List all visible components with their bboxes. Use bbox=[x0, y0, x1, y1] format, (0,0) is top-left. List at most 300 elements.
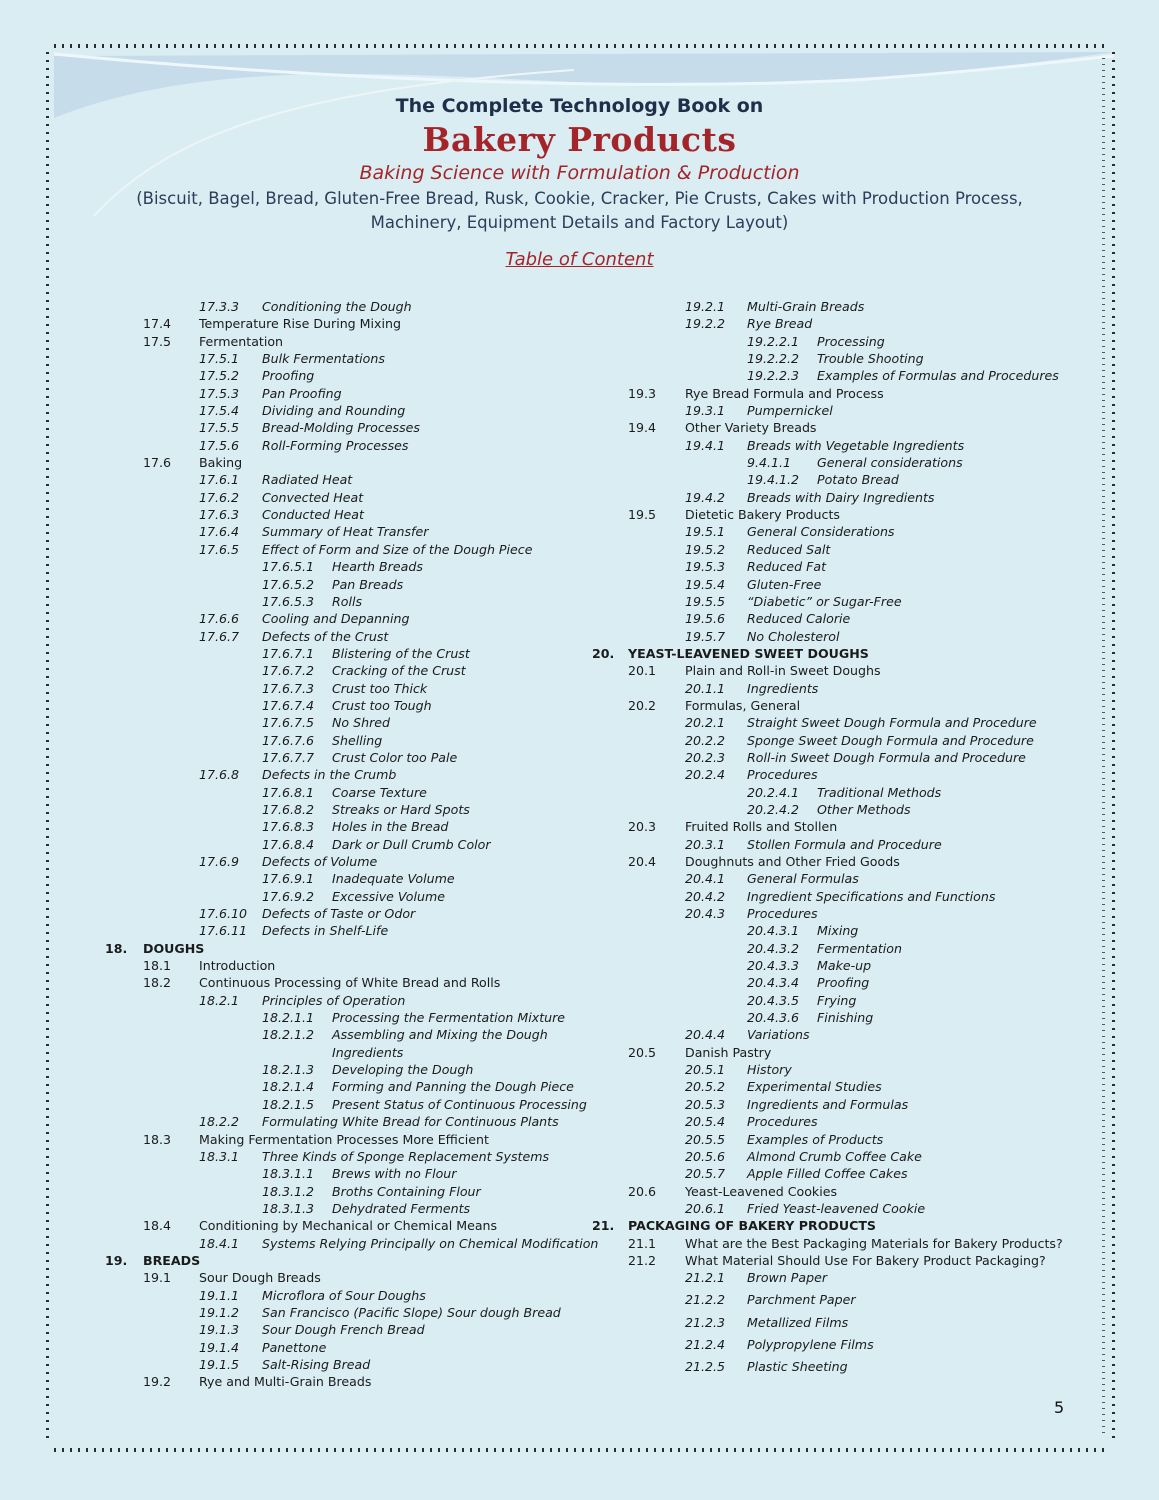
toc-entry-number: 18.3 bbox=[143, 1131, 172, 1147]
toc-entry-title: Metallized Films bbox=[747, 1314, 849, 1330]
toc-entry-number: 17.6.8.4 bbox=[262, 836, 315, 852]
toc-entry-title: No Shred bbox=[332, 715, 391, 731]
toc-entry bbox=[105, 957, 585, 974]
toc-entry bbox=[592, 801, 1062, 818]
toc-entry-title: PACKAGING OF BAKERY PRODUCTS bbox=[628, 1218, 876, 1234]
toc-entry-number: 20.4.3.6 bbox=[747, 1010, 800, 1026]
toc-entry-number: 21.2.5 bbox=[685, 1359, 726, 1374]
toc-entry-number: 19.2.2.1 bbox=[747, 333, 800, 349]
toc-entry bbox=[592, 870, 1062, 887]
toc-entry bbox=[592, 367, 1062, 384]
toc-entry-number: 17.6.7.6 bbox=[262, 732, 315, 748]
toc-entry-title: Defects of Taste or Odor bbox=[262, 906, 416, 922]
toc-entry-number: 20.4.3.2 bbox=[747, 940, 800, 956]
toc-entry-number: 21.2.4 bbox=[685, 1336, 726, 1352]
toc-entry bbox=[105, 1061, 585, 1078]
toc-entry bbox=[105, 1235, 599, 1252]
toc-entry bbox=[592, 905, 1062, 922]
toc-entry bbox=[105, 1165, 585, 1182]
toc-entry-number: 19.1.3 bbox=[199, 1322, 240, 1338]
toc-entry-title: Coarse Texture bbox=[332, 784, 427, 800]
toc-entry bbox=[592, 1336, 1062, 1358]
toc-entry-title: Holes in the Bread bbox=[332, 819, 449, 835]
toc-entry bbox=[592, 1269, 1062, 1291]
toc-entry-title: Dehydrated Ferments bbox=[332, 1200, 471, 1216]
toc-entry-title: Present Status of Continuous Processing bbox=[332, 1096, 587, 1112]
toc-entry-title: Systems Relying Principally on Chemical Modification bbox=[262, 1235, 599, 1251]
toc-entry-number: 19.3 bbox=[628, 385, 657, 401]
toc-entry-title: Reduced Salt bbox=[747, 541, 831, 557]
toc-entry bbox=[592, 662, 1062, 679]
toc-entry-number: 17.3.3 bbox=[199, 299, 240, 314]
toc-entry-number: 18.2.1 bbox=[199, 992, 240, 1008]
toc-entry-number: 21.2.3 bbox=[685, 1314, 726, 1330]
toc-entry bbox=[105, 1252, 585, 1269]
toc-entry-number: 18.2.2 bbox=[199, 1114, 240, 1130]
toc-entry bbox=[592, 1044, 1062, 1061]
toc-entry-title: Roll-in Sweet Dough Formula and Procedure bbox=[747, 749, 1026, 765]
toc-entry-title: Mixing bbox=[817, 923, 859, 939]
toc-entry-title: Convected Heat bbox=[262, 489, 364, 505]
toc-entry bbox=[592, 541, 1062, 558]
toc-entry-number: 21.2.1 bbox=[685, 1270, 726, 1286]
toc-entry-title: Introduction bbox=[199, 958, 276, 974]
toc-entry-number: 20.5 bbox=[628, 1044, 657, 1060]
toc-entry-title: Other Methods bbox=[817, 801, 911, 817]
toc-entry-number: 17.6.7.1 bbox=[262, 645, 315, 661]
toc-entry-number: 19.1 bbox=[143, 1270, 172, 1286]
toc-entry bbox=[592, 593, 1062, 610]
toc-entry-number: 20.2.4.1 bbox=[747, 784, 800, 800]
toc-entry-title: Almond Crumb Coffee Cake bbox=[747, 1148, 922, 1164]
toc-entry-number: 19.2.2.3 bbox=[747, 368, 800, 384]
toc-entry-title: Conducted Heat bbox=[262, 507, 364, 523]
toc-entry-title: Gluten-Free bbox=[747, 576, 822, 592]
toc-entry bbox=[592, 992, 1062, 1009]
toc-entry-number: 19.1.2 bbox=[199, 1304, 240, 1320]
toc-entry-number: 17.6.7.2 bbox=[262, 663, 315, 679]
toc-entry-number: 18.4 bbox=[143, 1218, 172, 1234]
toc-entry-number: 17.6.8 bbox=[199, 767, 240, 783]
toc-entry bbox=[592, 402, 1062, 419]
toc-entry bbox=[592, 888, 1062, 905]
toc-entry bbox=[105, 888, 585, 905]
toc-entry bbox=[105, 558, 585, 575]
toc-entry-title: Apple Filled Coffee Cakes bbox=[747, 1166, 908, 1182]
toc-entry-number: 20.4.3.3 bbox=[747, 958, 800, 974]
toc-entry-number: 18.3.1.3 bbox=[262, 1200, 315, 1216]
toc-entry-number: 20.4.2 bbox=[685, 888, 726, 904]
toc-entry-title: Baking bbox=[199, 455, 243, 471]
toc-entry-title: Sponge Sweet Dough Formula and Procedure bbox=[747, 732, 1034, 748]
toc-entry-title: Stollen Formula and Procedure bbox=[747, 836, 942, 852]
toc-entry-title: Crust too Tough bbox=[332, 697, 432, 713]
toc-entry-number: 19.4.1.2 bbox=[747, 472, 800, 488]
toc-entry-title: Procedures bbox=[747, 906, 818, 922]
toc-entry bbox=[105, 1373, 585, 1390]
toc-entry-number: 9.4.1.1 bbox=[747, 455, 792, 471]
toc-entry-number: 20.5.1 bbox=[685, 1062, 726, 1078]
toc-entry-number: 20.4.1 bbox=[685, 871, 726, 887]
toc-entry-title: Rye and Multi-Grain Breads bbox=[199, 1374, 372, 1390]
toc-entry-title: YEAST-LEAVENED SWEET DOUGHS bbox=[628, 645, 869, 661]
toc-entry-title: Examples of Products bbox=[747, 1131, 884, 1147]
toc-entry-title: Dividing and Rounding bbox=[262, 403, 406, 419]
toc-entry bbox=[105, 489, 585, 506]
toc-entry-number: 17.5 bbox=[143, 333, 172, 349]
toc-entry-title: Conditioning the Dough bbox=[262, 299, 412, 314]
toc-entry bbox=[592, 697, 1062, 714]
toc-entry-title: Rolls bbox=[332, 593, 363, 609]
toc-entry-number: 17.6.10 bbox=[199, 906, 248, 922]
toc-entry bbox=[592, 732, 1062, 749]
toc-entry-title: Procedures bbox=[747, 1114, 818, 1130]
toc-entry-title: Radiated Heat bbox=[262, 472, 353, 488]
toc-entry-number: 17.6.5.2 bbox=[262, 576, 315, 592]
toc-entry-title: Finishing bbox=[817, 1010, 874, 1026]
toc-entry-title: Variations bbox=[747, 1027, 810, 1043]
toc-entry-title: Proofing bbox=[262, 368, 315, 384]
toc-entry-title: Proofing bbox=[817, 975, 870, 991]
toc-entry-number: 17.6.9.2 bbox=[262, 888, 315, 904]
toc-entry-number: 21.1 bbox=[628, 1235, 657, 1251]
toc-entry bbox=[105, 1339, 585, 1356]
book-subtitle: Baking Science with Formulation & Production bbox=[359, 162, 800, 184]
toc-entry bbox=[105, 1096, 585, 1113]
toc-entry bbox=[592, 957, 1062, 974]
toc-entry-number: 18. bbox=[105, 940, 128, 956]
toc-entry-title: Sour Dough French Bread bbox=[262, 1322, 425, 1338]
toc-entry-number: 18.3.1.1 bbox=[262, 1166, 315, 1182]
toc-entry bbox=[105, 437, 585, 454]
toc-entry-title: Brown Paper bbox=[747, 1270, 828, 1286]
toc-entry bbox=[105, 662, 585, 679]
toc-entry-number: 20.2.2 bbox=[685, 732, 726, 748]
toc-entry-title: Formulating White Bread for Continuous Plants bbox=[262, 1114, 559, 1130]
toc-entry-title: Ingredient Specifications and Functions bbox=[747, 888, 996, 904]
toc-entry-title: Examples of Formulas and Procedures bbox=[817, 368, 1059, 384]
book-supertitle: The Complete Technology Book on bbox=[395, 95, 764, 117]
toc-entry-title: Fruited Rolls and Stollen bbox=[685, 819, 838, 835]
dotted-frame-bottom bbox=[54, 1448, 1107, 1452]
toc-entry-number: 20.5.2 bbox=[685, 1079, 726, 1095]
toc-entry-number: 17.5.1 bbox=[199, 351, 240, 367]
toc-entry-title: Sour Dough Breads bbox=[199, 1270, 321, 1286]
toc-entry-title: Ingredients and Formulas bbox=[747, 1096, 909, 1112]
toc-entry-title: Plastic Sheeting bbox=[747, 1359, 848, 1374]
toc-entry bbox=[592, 1235, 1062, 1252]
toc-entry bbox=[105, 419, 585, 436]
toc-entry bbox=[592, 506, 1062, 523]
toc-entry-number: 18.3.1 bbox=[199, 1148, 240, 1164]
toc-entry-title: Procedures bbox=[747, 767, 818, 783]
toc-entry bbox=[105, 992, 585, 1009]
toc-entry-number: 19.4 bbox=[628, 420, 657, 436]
toc-entry-title: Broths Containing Flour bbox=[332, 1183, 481, 1199]
toc-entry-title: Fermentation bbox=[199, 333, 284, 349]
toc-entry-title: Pumpernickel bbox=[747, 403, 833, 419]
toc-entry-number: 21.2.2 bbox=[685, 1292, 726, 1308]
toc-entry-title: Three Kinds of Sponge Replacement Systems bbox=[262, 1148, 550, 1164]
toc-entry bbox=[592, 714, 1062, 731]
toc-entry-title: Bulk Fermentations bbox=[262, 351, 385, 367]
toc-entry-title: Yeast-Leavened Cookies bbox=[685, 1183, 838, 1199]
toc-entry-number: 17.6.4 bbox=[199, 524, 240, 540]
toc-entry-number: 20.5.4 bbox=[685, 1114, 726, 1130]
toc-entry bbox=[105, 610, 585, 627]
book-description: (Biscuit, Bagel, Bread, Gluten-Free Bread, Rusk, Cookie, Cracker, Pie Crusts, Cakes with Production Process, Machinery, Equipment Details and Factory Layout) bbox=[136, 189, 1023, 232]
toc-entry-title: Crust Color too Pale bbox=[332, 749, 458, 765]
toc-right-column bbox=[592, 298, 1062, 1380]
toc-entry-number: 20.2.1 bbox=[685, 715, 726, 731]
toc-entry-title: Processing bbox=[817, 333, 885, 349]
toc-entry bbox=[105, 628, 585, 645]
toc-entry-number: 17.5.2 bbox=[199, 368, 240, 384]
toc-entry bbox=[592, 628, 1062, 645]
toc-entry-title: Breads with Vegetable Ingredients bbox=[747, 437, 965, 453]
toc-entry-number: 18.2.1.3 bbox=[262, 1062, 315, 1078]
toc-entry-number: 17.5.6 bbox=[199, 437, 240, 453]
toc-entry-title: DOUGHS bbox=[143, 940, 205, 956]
toc-entry bbox=[105, 298, 585, 315]
toc-entry bbox=[592, 523, 1062, 540]
toc-entry-number: 18.2 bbox=[143, 975, 172, 991]
toc-entry-number: 20.5.5 bbox=[685, 1131, 726, 1147]
toc-entry-title: Microflora of Sour Doughs bbox=[262, 1287, 426, 1303]
toc-entry bbox=[592, 749, 1062, 766]
toc-entry-number: 19.5.1 bbox=[685, 524, 726, 540]
toc-entry-title: San Francisco (Pacific Slope) Sour dough Bread bbox=[262, 1304, 561, 1320]
toc-entry-title: Defects of the Crust bbox=[262, 628, 389, 644]
toc-entry-title: Continuous Processing of White Bread and Rolls bbox=[199, 975, 501, 991]
toc-entry-title: Parchment Paper bbox=[747, 1292, 856, 1308]
toc-entry-number: 20.1 bbox=[628, 663, 657, 679]
toc-entry bbox=[105, 333, 585, 350]
toc-entry bbox=[105, 1287, 585, 1304]
toc-entry bbox=[105, 836, 585, 853]
toc-entry bbox=[105, 922, 585, 939]
toc-entry-number: 17.6.6 bbox=[199, 611, 240, 627]
toc-entry bbox=[592, 836, 1062, 853]
toc-entry-title: Principles of Operation bbox=[262, 992, 406, 1008]
toc-entry-number: 19.2.2 bbox=[685, 316, 726, 332]
toc-entry bbox=[105, 367, 585, 384]
toc-entry bbox=[105, 1148, 585, 1165]
toc-entry bbox=[105, 1009, 585, 1026]
toc-entry bbox=[592, 1252, 1062, 1269]
toc-entry bbox=[592, 1314, 1062, 1336]
toc-entry bbox=[105, 593, 585, 610]
toc-entry-title: Streaks or Hard Spots bbox=[332, 801, 470, 817]
toc-entry bbox=[105, 1200, 585, 1217]
toc-entry-number: 19.5.7 bbox=[685, 628, 726, 644]
toc-entry-title: Cooling and Depanning bbox=[262, 611, 410, 627]
toc-entry bbox=[105, 818, 585, 835]
toc-entry-title: Ingredients bbox=[747, 680, 819, 696]
toc-entry-number: 19.5.3 bbox=[685, 559, 726, 575]
toc-entry-number: 18.2.1.2 bbox=[262, 1027, 315, 1043]
toc-entry-number: 19.5.4 bbox=[685, 576, 726, 592]
toc-entry-number: 17.6.7.3 bbox=[262, 680, 315, 696]
toc-entry-number: 17.4 bbox=[143, 316, 172, 332]
toc-entry bbox=[592, 1061, 1062, 1078]
toc-entry-number: 20.4.3.1 bbox=[747, 923, 800, 939]
toc-entry-number: 20.4.3 bbox=[685, 906, 726, 922]
toc-entry bbox=[592, 558, 1062, 575]
toc-entry-title: Defects of Volume bbox=[262, 854, 378, 869]
toc-entry-number: 20.2.4 bbox=[685, 767, 726, 783]
toc-entry bbox=[105, 385, 585, 402]
toc-entry bbox=[592, 645, 1062, 662]
toc-entry-number: 19.5 bbox=[628, 507, 657, 523]
toc-entry bbox=[592, 385, 1062, 402]
toc-entry-title: Reduced Calorie bbox=[747, 611, 851, 627]
toc-entry-number: 17.5.4 bbox=[199, 403, 240, 419]
toc-entry bbox=[105, 784, 585, 801]
toc-heading: Table of Content bbox=[505, 249, 654, 270]
toc-entry-title: General considerations bbox=[817, 455, 963, 471]
toc-entry-number: 17.5.3 bbox=[199, 385, 240, 401]
toc-entry bbox=[105, 350, 585, 367]
toc-entry bbox=[592, 1009, 1062, 1026]
toc-entry-number: 17.6.2 bbox=[199, 489, 240, 505]
toc-entry-number: 17.6.3 bbox=[199, 507, 240, 523]
toc-entry-title: Developing the Dough bbox=[332, 1062, 474, 1078]
toc-entry-title: Straight Sweet Dough Formula and Procedure bbox=[747, 715, 1037, 731]
toc-entry-number: 19.4.1 bbox=[685, 437, 726, 453]
toc-entry bbox=[592, 1113, 1062, 1130]
toc-entry-number: 20.6 bbox=[628, 1183, 657, 1199]
toc-entry-number: 17.6.5.1 bbox=[262, 559, 315, 575]
toc-entry bbox=[592, 419, 1062, 436]
toc-entry bbox=[592, 1078, 1062, 1095]
toc-entry-title: Plain and Roll-in Sweet Doughs bbox=[685, 663, 881, 679]
toc-entry bbox=[105, 1304, 585, 1321]
toc-entry-number: 20.5.7 bbox=[685, 1166, 726, 1182]
toc-entry-number: 20. bbox=[592, 645, 615, 661]
toc-entry-title: General Formulas bbox=[747, 871, 859, 887]
toc-entry bbox=[592, 315, 1062, 332]
toc-entry-number: 20.5.6 bbox=[685, 1148, 726, 1164]
toc-entry-title: Formulas, General bbox=[685, 697, 801, 713]
toc-entry-number: 17.6.1 bbox=[199, 472, 240, 488]
toc-entry bbox=[105, 576, 585, 593]
toc-entry-number: 19.2.2.2 bbox=[747, 351, 800, 367]
toc-entry-title: Polypropylene Films bbox=[747, 1336, 874, 1352]
toc-entry-title: Defects in the Crumb bbox=[262, 767, 397, 783]
toc-entry-number: 18.2.1.5 bbox=[262, 1096, 315, 1112]
toc-entry bbox=[592, 940, 1062, 957]
toc-entry bbox=[105, 541, 585, 558]
toc-entry bbox=[592, 471, 1062, 488]
toc-entry-number: 17.6.11 bbox=[199, 923, 248, 939]
toc-entry-title: Doughnuts and Other Fried Goods bbox=[685, 854, 900, 869]
toc-entry-title: Defects in Shelf-Life bbox=[262, 923, 389, 939]
toc-entry bbox=[105, 714, 585, 731]
toc-entry bbox=[105, 749, 585, 766]
toc-entry-number: 20.2.4.2 bbox=[747, 801, 800, 817]
toc-entry bbox=[592, 1358, 1062, 1380]
toc-entry-number: 19.3.1 bbox=[685, 403, 726, 419]
toc-entry-number: 19.4.2 bbox=[685, 489, 726, 505]
toc-entry-title: Salt-Rising Bread bbox=[262, 1356, 371, 1372]
toc-entry bbox=[105, 1113, 585, 1130]
toc-entry-number: 18.2.1.4 bbox=[262, 1079, 315, 1095]
toc-entry-title: Other Variety Breads bbox=[685, 420, 817, 436]
toc-entry-title: Reduced Fat bbox=[747, 559, 827, 575]
toc-entry bbox=[592, 974, 1062, 991]
toc-entry-title: History bbox=[747, 1062, 792, 1078]
toc-entry-number: 17.6.7 bbox=[199, 628, 240, 644]
toc-entry-number: 21. bbox=[592, 1218, 615, 1234]
toc-left-column bbox=[105, 298, 599, 1391]
toc-entry-title: Bread-Molding Processes bbox=[262, 420, 420, 436]
toc-entry-title: Summary of Heat Transfer bbox=[262, 524, 429, 540]
toc-entry-title: Inadequate Volume bbox=[332, 871, 455, 887]
toc-entry-number: 20.4.4 bbox=[685, 1027, 726, 1043]
toc-entry bbox=[105, 1321, 585, 1338]
toc-entry bbox=[592, 1217, 1062, 1234]
toc-entry bbox=[105, 870, 585, 887]
toc-entry bbox=[592, 922, 1062, 939]
toc-entry-number: 20.1.1 bbox=[685, 680, 726, 696]
toc-entry-title: No Cholesterol bbox=[747, 628, 840, 644]
toc-entry-title: Panettone bbox=[262, 1339, 327, 1355]
toc-entry-number: 17.6.5 bbox=[199, 541, 240, 557]
toc-entry bbox=[105, 905, 585, 922]
toc-entry-title: Making Fermentation Processes More Efficient bbox=[199, 1131, 489, 1147]
toc-entry bbox=[105, 766, 585, 783]
toc-entry bbox=[592, 784, 1062, 801]
toc-entry bbox=[592, 680, 1062, 697]
toc-entry-number: 17.6.9.1 bbox=[262, 871, 315, 887]
toc-entry-title: Pan Proofing bbox=[262, 385, 342, 401]
toc-entry bbox=[105, 801, 585, 818]
toc-entry bbox=[105, 1026, 585, 1061]
toc-entry-title: Rye Bread bbox=[747, 316, 813, 332]
toc-entry-title: Cracking of the Crust bbox=[332, 663, 466, 679]
toc-entry bbox=[105, 853, 585, 870]
toc-entry bbox=[592, 1165, 1062, 1182]
toc-entry-number: 20.6.1 bbox=[685, 1200, 726, 1216]
toc-entry bbox=[592, 1183, 1062, 1200]
toc-entry bbox=[592, 333, 1062, 350]
toc-entry-number: 19.5.2 bbox=[685, 541, 726, 557]
toc-entry-number: 19.1.5 bbox=[199, 1356, 240, 1372]
toc-entry-title: Traditional Methods bbox=[817, 784, 942, 800]
toc-entry bbox=[105, 1269, 585, 1286]
toc-entry-title: What are the Best Packaging Materials for Bakery Products? bbox=[685, 1235, 1063, 1251]
toc-entry-number: 17.6.7.4 bbox=[262, 697, 315, 713]
book-title: Bakery Products bbox=[422, 120, 737, 159]
toc-entry-title: Fried Yeast-leavened Cookie bbox=[747, 1200, 926, 1216]
toc-entry-number: 17.6.5.3 bbox=[262, 593, 315, 609]
toc-entry bbox=[592, 1131, 1062, 1148]
toc-entry-title: Effect of Form and Size of the Dough Piece bbox=[262, 541, 533, 557]
toc-entry-number: 17.6.7.7 bbox=[262, 749, 315, 765]
toc-entry-number: 17.6.9 bbox=[199, 854, 240, 869]
toc-entry bbox=[105, 1078, 585, 1095]
toc-entry-number: 19.1.4 bbox=[199, 1339, 240, 1355]
toc-entry-number: 18.4.1 bbox=[199, 1235, 240, 1251]
toc-entry-title: General Considerations bbox=[747, 524, 895, 540]
toc-entry-number: 20.4.3.5 bbox=[747, 992, 800, 1008]
toc-entry-number: 17.5.5 bbox=[199, 420, 240, 436]
toc-entry bbox=[105, 402, 585, 419]
toc-entry-number: 18.3.1.2 bbox=[262, 1183, 315, 1199]
toc-entry-number: 20.4 bbox=[628, 854, 657, 869]
toc-entry-number: 17.6 bbox=[143, 455, 172, 471]
